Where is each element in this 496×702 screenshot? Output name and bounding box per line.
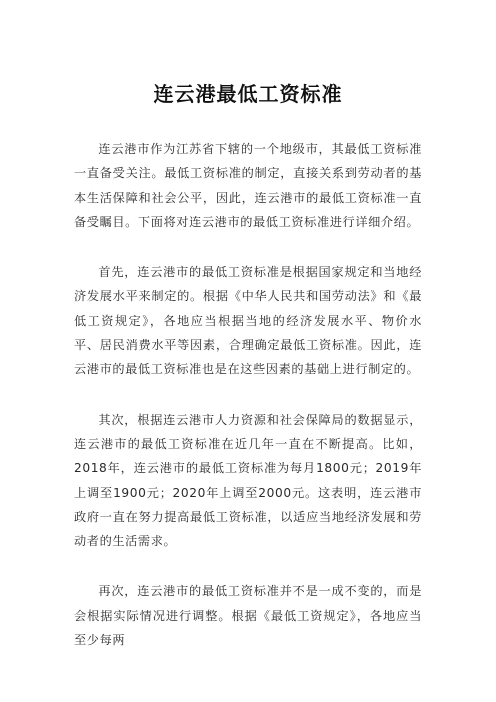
- document-body: [74, 137, 422, 678]
- document-title: 连云港最低工资标准: [153, 82, 343, 106]
- paragraph-3: 其次，根据连云港市人力资源和社会保障局的数据显示，连云港市的最低工资标准在近几年一直在不断提高。比如，2018年，连云港市的最低工资标准为每月1800元；2019年上调至1900元；2020年上调至2000元。这表明，连云港市政府一直在努力提高最低工资标准，以适应当地经济发展和劳动者的生活需求。: [74, 412, 422, 549]
- paragraph-2: 首先，连云港市的最低工资标准是根据国家规定和当地经济发展水平来制定的。根据《中华人民共和国劳动法》和《最低工资规定》，各地应当根据当地的经济发展水平、物价水平、居民消费水平等因素，合理确定最低工资标准。因此，连云港市的最低工资标准也是在这些因素的基础上进行制定的。: [74, 265, 422, 377]
- paragraph-4: 再次，连云港市的最低工资标准并不是一成不变的，而是会根据实际情况进行调整。根据《最低工资规定》，各地应当至少每两: [74, 584, 422, 648]
- paragraph-1: 连云港市作为江苏省下辖的一个地级市，其最低工资标准一直备受关注。最低工资标准的制定，直接关系到劳动者的基本生活保障和社会公平，因此，连云港市的最低工资标准一直备受瞩目。下面将对连云港市的最低工资标准进行详细介绍。: [74, 142, 422, 229]
